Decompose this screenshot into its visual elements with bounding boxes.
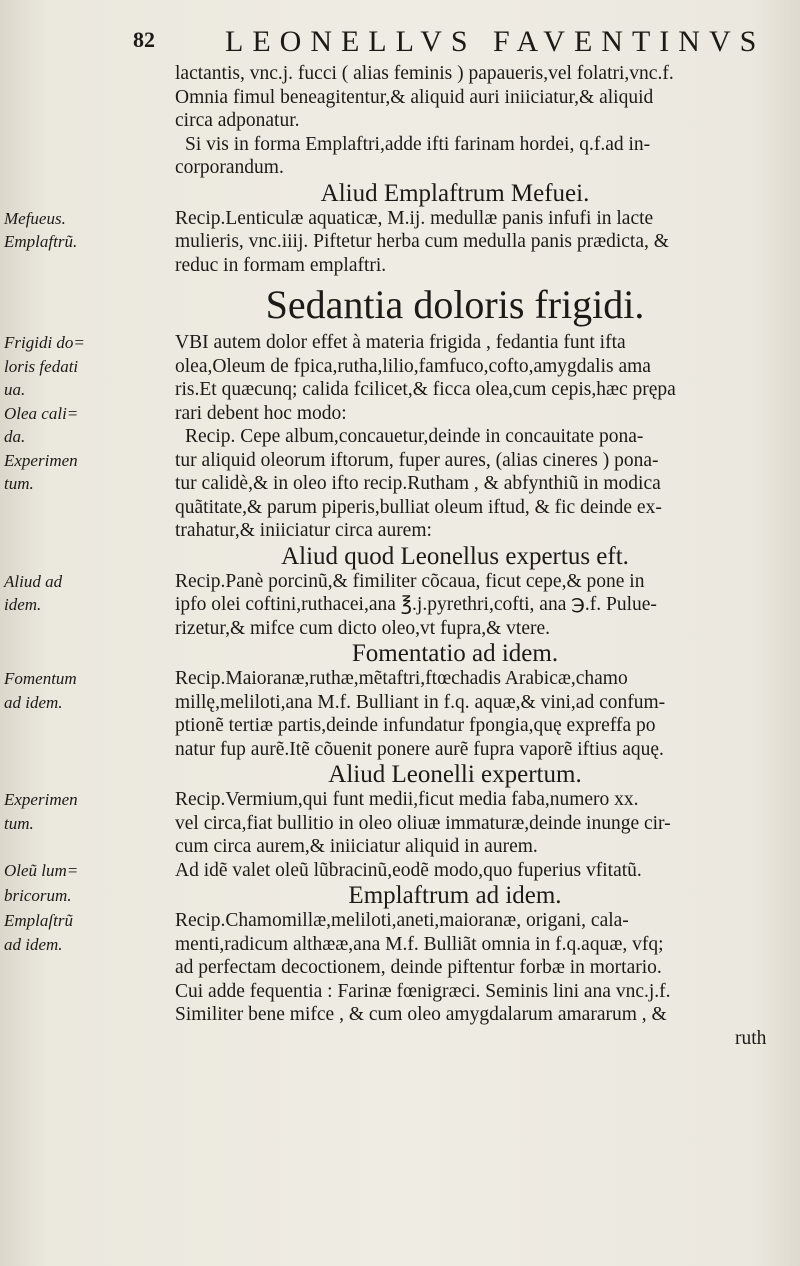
body-line: quãtitate,& parum piperis,bulliat oleum iftud, & fic deinde ex-: [175, 496, 662, 518]
text-line: [0, 86, 800, 110]
body-line: Recip.Lenticulæ aquaticæ, M.ij. medullæ panis infufi in lacte: [175, 207, 654, 229]
body-line: tur aliquid oleorum iftorum, fuper aures, (alias cineres ) pona-: [175, 449, 659, 471]
text-line: [0, 835, 800, 859]
margin-note: Frigidi do=: [4, 333, 85, 352]
text-line: [0, 378, 800, 402]
text-line: [0, 738, 800, 762]
body-line: Si vis in forma Emplaftri,adde ifti farinam hordei, q.f.ad in-: [185, 133, 651, 155]
text-line: [0, 593, 800, 617]
body-line: lactantis, vnc.j. fucci ( alias feminis ) papaueris,vel folatri,vnc.f.: [175, 63, 674, 84]
margin-note: Mefueus.: [4, 208, 66, 228]
text-line: [0, 62, 800, 86]
body-line: Omnia fimul beneagitentur,& aliquid auri iniiciatur,& aliquid: [175, 86, 654, 108]
body-line: ptionẽ tertiæ partis,deinde infundatur fpongia,quę expreffa po: [175, 715, 656, 736]
section-heading: Aliud quod Leonellus expertus eft.: [281, 542, 629, 570]
margin-note: ad idem.: [4, 692, 63, 712]
body-line: Cui adde fequentia : Farinæ fœnigræci. Seminis lini ana vnc.j.f.: [175, 980, 671, 1002]
section-heading: Fomentatio ad idem.: [351, 640, 559, 667]
margin-note: Olea cali=: [4, 403, 79, 423]
text-line: [0, 207, 800, 231]
body-line: Recip.Maioranæ,ruthæ,mẽtaftri,ftœchadis Arabicæ,chamo: [175, 668, 628, 689]
catchword: ruth: [735, 1027, 767, 1049]
body-line: natur fup aurẽ.Itẽ cõuenit ponere aurẽ fupra vaporẽ iftius aquę.: [175, 738, 664, 760]
body-line: cum circa aurem,& iniiciatur aliquid in aurem.: [175, 836, 538, 857]
body-line: Recip.Vermium,qui funt medii,ficut media faba,numero xx.: [175, 789, 639, 810]
margin-note: Emplaſtrũ: [4, 911, 73, 930]
text-line: [0, 761, 800, 788]
text-line: [0, 691, 800, 715]
section-heading: Aliud Emplaftrum Mefuei.: [320, 179, 590, 207]
margin-note: tum.: [4, 474, 34, 493]
body-line: rizetur,& mifce cum dicto oleo,vt fupra,& vtere.: [175, 617, 550, 639]
section-heading: Sedantia doloris frigidi.: [265, 282, 645, 327]
body-line: corporandum.: [175, 157, 284, 178]
text-line: [0, 133, 800, 157]
margin-note: ad idem.: [4, 934, 63, 954]
text-block: [0, 62, 800, 1050]
text-line: [0, 519, 800, 543]
body-line: trahatur,& iniiciatur circa aurem:: [175, 520, 432, 541]
body-line: rari debent hoc modo:: [175, 402, 347, 424]
margin-note: idem.: [4, 595, 42, 614]
text-line: [0, 956, 800, 980]
text-line: [0, 617, 800, 641]
text-line: [0, 425, 800, 449]
margin-note: Aliud ad: [4, 571, 63, 591]
margin-note: tum.: [4, 813, 34, 833]
text-line: [0, 331, 800, 355]
text-line: [0, 640, 800, 667]
body-line: vel circa,fiat bullitio in oleo oliuæ immaturæ,deinde inunge cir-: [175, 812, 671, 834]
text-line: [0, 788, 800, 812]
body-line: Recip.Chamomillæ,meliloti,aneti,maioranæ, origani, cala-: [175, 910, 629, 931]
margin-note: Oleũ lum=: [4, 860, 79, 880]
text-line: [0, 980, 800, 1004]
body-line: Ad idẽ valet oleũ lũbracinũ,eodẽ modo,quo fuperius vfitatũ.: [175, 859, 642, 881]
body-line: VBI autem dolor effet à materia frigida , fedantia funt ifta: [175, 332, 626, 353]
body-line: Similiter bene mifce , & cum oleo amygdalarum amararum , &: [175, 1004, 667, 1025]
margin-note: ua.: [4, 380, 26, 399]
body-line: millę,meliloti,ana M.f. Bulliant in f.q. aquæ,& vini,ad confum-: [175, 691, 666, 713]
text-line: [0, 909, 800, 933]
body-line: ad perfectam decoctionem, deinde piftentur forbæ in mortario.: [175, 957, 662, 978]
margin-note: Experimen: [4, 790, 78, 809]
text-line: [0, 449, 800, 473]
text-line: [0, 570, 800, 594]
body-line: olea,Oleum de fpica,rutha,lilio,famfuco,cofto,amygdalis ama: [175, 355, 651, 377]
text-line: [0, 254, 800, 278]
margin-note: Emplaftrũ.: [4, 232, 78, 251]
body-line: ris.Et quæcunq; calida fcilicet,& ficca olea,cum cepis,hæc prępa: [175, 379, 676, 400]
margin-note: bricorum.: [4, 886, 72, 905]
text-line: [0, 230, 800, 254]
body-line: circa adponatur.: [175, 110, 300, 131]
text-line: [0, 859, 800, 883]
text-line: [0, 496, 800, 520]
text-line: [0, 714, 800, 738]
text-line: [0, 812, 800, 836]
body-line: Recip.Panè porcinũ,& fimiliter cõcaua, ficut cepe,& pone in: [175, 570, 645, 592]
text-line: [0, 1027, 800, 1051]
text-line: [0, 355, 800, 379]
text-line: [0, 281, 800, 329]
margin-note: loris fedati: [4, 356, 79, 376]
body-line: mulieris, vnc.iiij. Piftetur herba cum medulla panis prædicta, &: [175, 231, 669, 252]
text-line: [0, 472, 800, 496]
section-heading: Aliud Leonelli expertum.: [328, 761, 582, 788]
text-line: [0, 109, 800, 133]
text-line: [0, 402, 800, 426]
text-line: [0, 180, 800, 207]
text-line: [0, 667, 800, 691]
body-line: ipfo olei coftini,ruthacei,ana ℥.j.pyrethri,cofti, ana ℈.f. Pulue-: [175, 594, 657, 615]
margin-note: Experimen: [4, 450, 78, 470]
section-heading: Emplaftrum ad idem.: [348, 882, 562, 909]
text-line: [0, 156, 800, 180]
page-number: 82: [133, 27, 155, 52]
text-line: [0, 543, 800, 570]
body-line: reduc in formam emplaftri.: [175, 254, 387, 276]
body-line: menti,radicum althææ,ana M.f. Bulliãt omnia in f.q.aquæ, vfq;: [175, 933, 664, 955]
margin-note: da.: [4, 427, 26, 446]
text-line: [0, 933, 800, 957]
text-line: [0, 1003, 800, 1027]
running-title: LEONELLVS FAVENTINVS: [225, 25, 766, 58]
body-line: tur calidè,& in oleo ifto recip.Rutham , & abfynthiũ in modica: [175, 473, 661, 494]
body-line: Recip. Cepe album,concauetur,deinde in concauitate pona-: [185, 426, 644, 447]
text-line: [0, 882, 800, 909]
margin-note: Fomentum: [4, 669, 77, 688]
